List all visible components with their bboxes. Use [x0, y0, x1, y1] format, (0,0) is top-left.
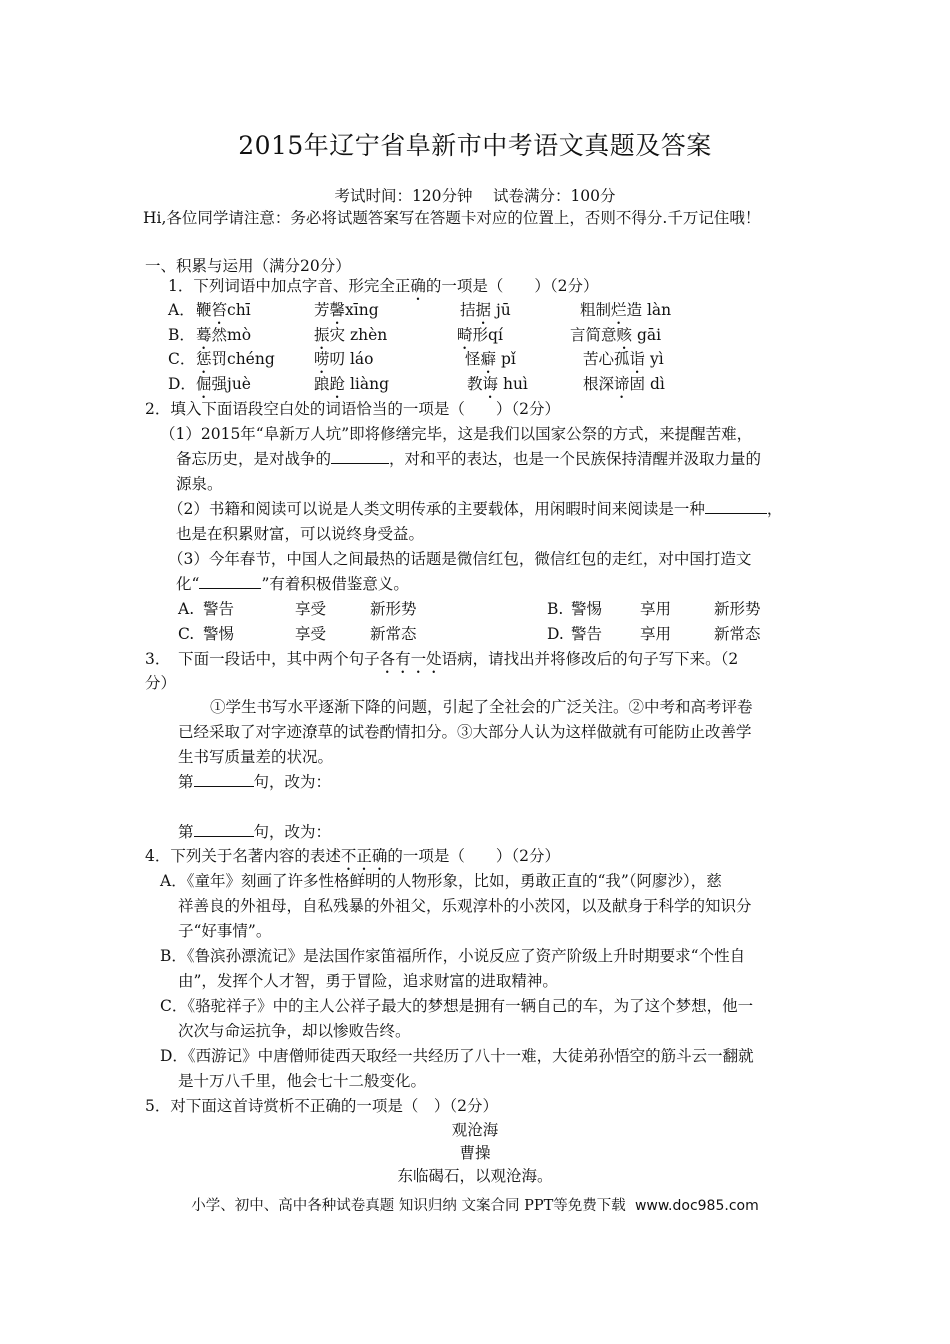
q1-option-item: 苦心孤诣 yì [583, 350, 664, 368]
exam-info: 考试时间：120分钟 试卷满分：100分 [334, 187, 616, 205]
poem-line: 东临碣石，以观沧海。 [397, 1167, 553, 1185]
question-1-stem: 1．下列词语中加点字音、形完全正确的一项是（ ）（2分） [168, 277, 599, 295]
q1-option-letter: B． [168, 326, 195, 344]
page-title: 2015年辽宁省阜新市中考语文真题及答案 [238, 131, 712, 160]
q1-option-item: 拮据 jū [460, 301, 511, 319]
q4-option: B．《鲁滨孙漂流记》是法国作家笛福所作，小说反应了资产阶级上升时期要求“个性自 [160, 947, 746, 965]
q2-paragraph: 源泉。 [176, 475, 223, 493]
q2-option-word: 享用 [640, 600, 672, 618]
q1-option-item: 唠叨 láo [314, 350, 374, 368]
q4-option: 子“好事情”。 [178, 922, 272, 940]
q1-option-item: 怪癖 pǐ [465, 350, 516, 368]
footer-text: 小学、初中、高中各种试卷真题 知识归纳 文案合同 PPT等免费下载 [191, 1198, 626, 1214]
q1-option-item: 踉跄 liàng [314, 375, 390, 393]
answer-blank [331, 449, 389, 464]
q2-option-word: 警惕 [571, 600, 603, 618]
q2-option-word: 享受 [295, 625, 327, 643]
q1-option-letter: A． [168, 301, 195, 319]
answer-blank [199, 574, 261, 589]
section-heading: 一、积累与运用（满分20分） [145, 257, 351, 275]
q1-option-item: 蓦然mò [196, 326, 252, 344]
footer-url[interactable]: www.doc985.com [634, 1198, 759, 1214]
q1-option-item: 畸形qí [457, 326, 503, 344]
q2-paragraph: 化“ ”有着积极借鉴意义。 [176, 575, 409, 593]
q2-option-word: 警告 [571, 625, 603, 643]
q1-option-letter: C． [168, 350, 196, 368]
q2-paragraph: （2）书籍和阅读可以说是人类文明传承的主要载体，用闲暇时间来阅读是一种 ， [168, 500, 783, 518]
q1-option-item: 倔强juè [196, 375, 251, 393]
q2-paragraph: （1）2015年“阜新万人坑”即将修缮完毕，这是我们以国家公祭的方式，来提醒苦难， [160, 425, 753, 443]
question-4-stem: 4．下列关于名著内容的表述不正确的一项是（ ）（2分） [145, 847, 561, 865]
q2-option-word: 新形势 [714, 600, 761, 618]
answer-blank [194, 772, 254, 787]
q4-option: 祥善良的外祖母，自私残暴的外祖父，乐观淳朴的小茨冈，以及献身于科学的知识分 [178, 897, 752, 915]
q1-option-item: 教诲 huì [467, 375, 528, 393]
q2-option-word: 警惕 [203, 625, 235, 643]
q2-paragraph: 备忘历史，是对战争的 ，对和平的表达，也是一个民族保持清醒并汲取力量的 [176, 450, 762, 468]
answer-blank [705, 499, 767, 514]
q1-option-item: 言简意赅 gāi [570, 326, 662, 344]
q4-option: C．《骆驼祥子》中的主人公祥子最大的梦想是拥有一辆自己的车，为了这个梦想，他一 [160, 997, 754, 1015]
q4-option: D．《西游记》中唐僧师徒西天取经一共经历了八十一难，大徒弟孙悟空的筋斗云一翻就 [160, 1047, 754, 1065]
q4-option: A．《童年》刻画了许多性格鲜明的人物形象，比如，勇敢正直的“我”（阿廖沙），慈 [160, 872, 722, 890]
q2-option-word: 享受 [295, 600, 327, 618]
q4-option: 次次与命运抗争，却以惨败告终。 [178, 1022, 411, 1040]
question-3-stem: 分） [145, 674, 177, 692]
q3-answer-line: 第 句，改为： [178, 823, 332, 841]
q3-answer-line: 第 句，改为： [178, 773, 332, 791]
q2-option-letter: B. [547, 600, 564, 618]
q1-option-item: 鞭笞chī [196, 301, 251, 319]
q2-paragraph: 也是在积累财富，可以说终身受益。 [176, 525, 425, 543]
q2-option-letter: D. [547, 625, 564, 643]
answer-blank [194, 822, 254, 837]
q3-paragraph: 生书写质量差的状况。 [178, 748, 334, 766]
q2-option-letter: A. [178, 600, 195, 618]
q3-paragraph: ①学生书写水平逐渐下降的问题，引起了全社会的广泛关注。②中考和高考评卷 [210, 698, 753, 716]
q1-option-item: 惩罚chéng [196, 350, 275, 368]
q1-option-item: 根深谛固 dì [583, 375, 665, 393]
q1-option-letter: D． [168, 375, 196, 393]
q4-option: 由”，发挥个人才智，勇于冒险，追求财富的进取精神。 [178, 972, 558, 990]
q1-option-item: 粗制烂造 làn [580, 301, 672, 319]
q2-option-word: 享用 [640, 625, 672, 643]
q3-paragraph: 已经采取了对字迹潦草的试卷酌情扣分。③大部分人认为这样做就有可能防止改善学 [178, 723, 752, 741]
q2-option-word: 新常态 [714, 625, 761, 643]
q1-option-item: 振灾 zhèn [314, 326, 388, 344]
q1-option-item: 芳馨xīng [314, 301, 379, 319]
q2-option-word: 新常态 [370, 625, 417, 643]
q2-option-word: 警告 [203, 600, 235, 618]
page-footer [0, 1194, 950, 1215]
question-5-stem: 5．对下面这首诗赏析不正确的一项是（ ）（2分） [145, 1097, 498, 1115]
q4-option: 是十万八千里，他会七十二般变化。 [178, 1072, 427, 1090]
notice: Hi,各位同学请注意：务必将试题答案写在答题卡对应的位置上，否则不得分.千万记住哦！ [143, 209, 761, 227]
q2-paragraph: （3）今年春节，中国人之间最热的话题是微信红包，微信红包的走红，对中国打造文 [168, 550, 752, 568]
question-2-stem: 2．填入下面语段空白处的词语恰当的一项是（ ）（2分） [145, 400, 560, 418]
poem-author: 曹操 [459, 1144, 491, 1162]
poem-title: 观沧海 [451, 1121, 499, 1139]
q2-option-word: 新形势 [370, 600, 417, 618]
question-3-stem: 3． 下面一段话中，其中两个句子各有一处语病，请找出并将修改后的句子写下来。（2 [145, 650, 739, 668]
q2-option-letter: C. [178, 625, 195, 643]
